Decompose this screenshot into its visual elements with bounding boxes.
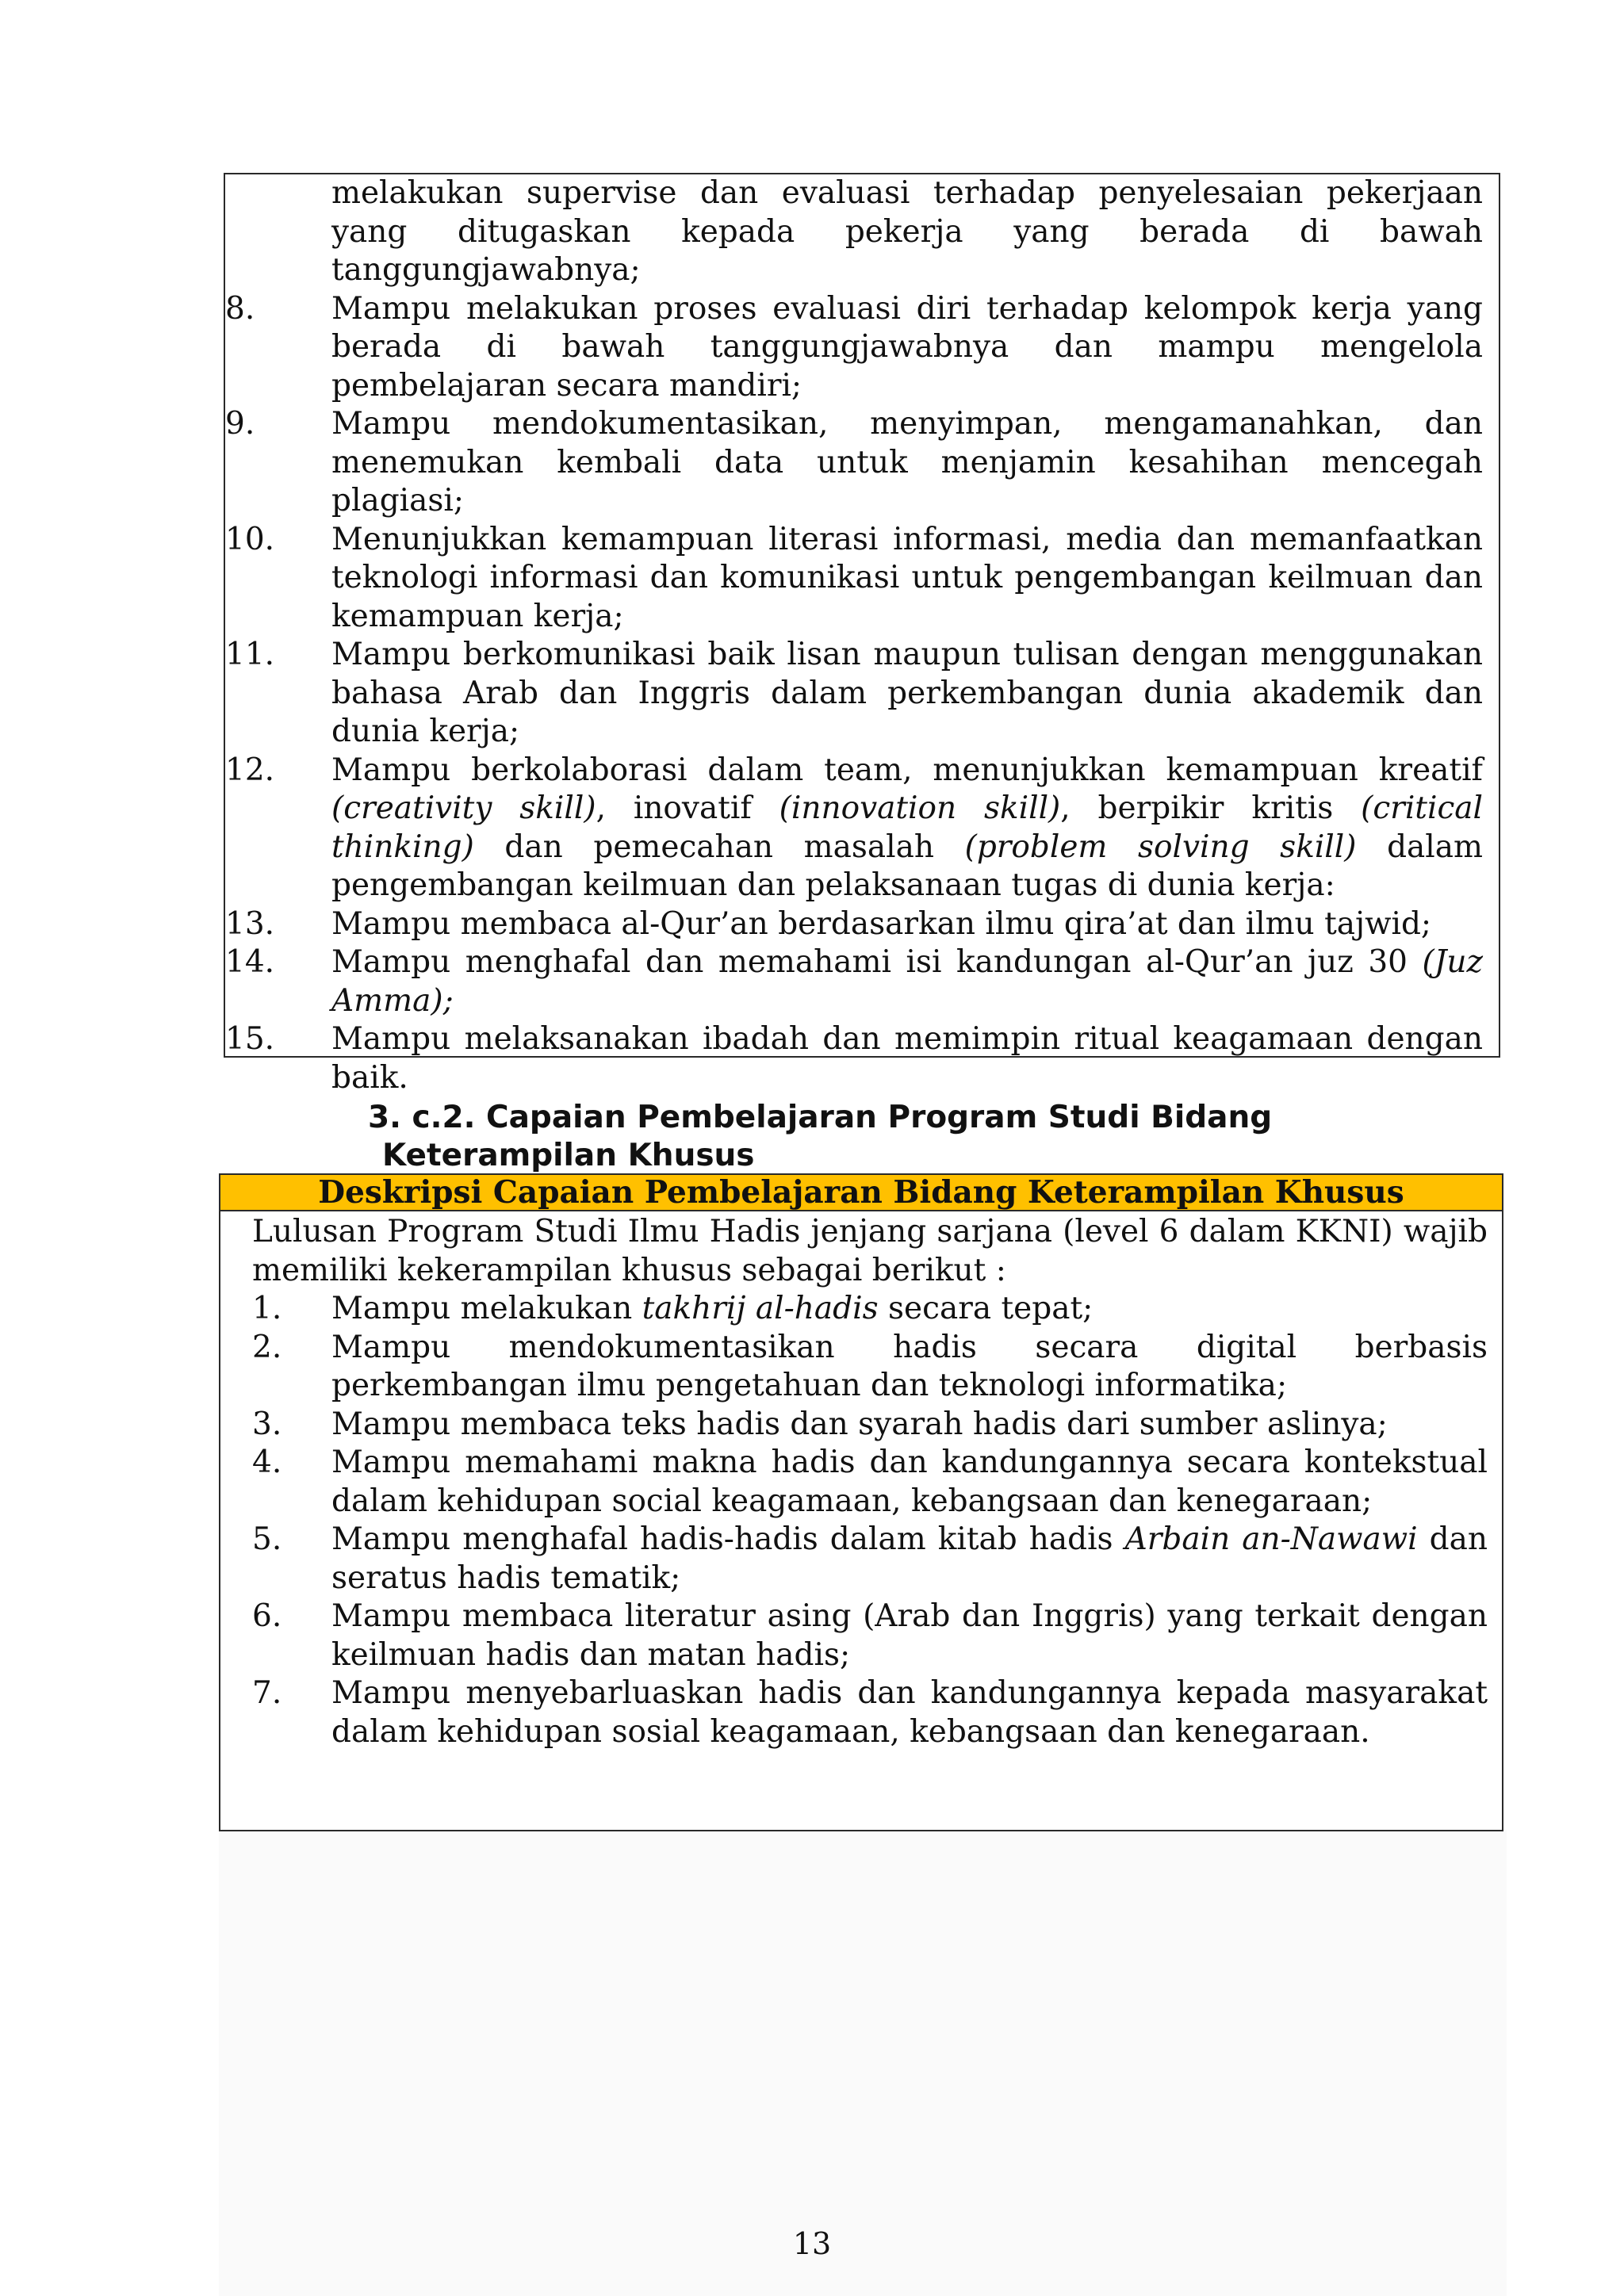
text-run: , inovatif [596, 790, 779, 826]
section-heading [368, 1099, 1272, 1175]
list-item-text [331, 752, 1483, 904]
list-item-text: Mampu memahami makna hadis dan kandungannya secara kontekstual dalam kehidupan social keagamaan, kebangsaan dan kenegaraan; [331, 1445, 1488, 1519]
list-item-text: Mampu melakukan proses evaluasi diri terhadap kelompok kerja yang berada di bawah tanggungjawabnya dan mampu mengelola pembelajaran secara mandiri; [331, 290, 1483, 404]
list-item-text: Mampu berkomunikasi baik lisan maupun tulisan dengan menggunakan bahasa Arab dan Inggris dalam perkembangan dunia akademik dan dunia kerja; [331, 637, 1483, 749]
list-item-10 [225, 521, 1483, 637]
italic-term: Arbain an-Nawawi [1124, 1521, 1418, 1557]
section-heading-line2: Keterampilan Khusus [382, 1138, 755, 1173]
list-item-number: 1. [252, 1291, 282, 1326]
list-item-text: Mampu menyebarluaskan hadis dan kandungannya kepada masyarakat dalam kehidupan sosial keagamaan, kebangsaan dan kenegaraan. [331, 1675, 1488, 1750]
italic-term: (Juz Amma); [331, 944, 1483, 1019]
skill-item-5 [220, 1521, 1488, 1598]
special-skills-table [219, 1173, 1503, 1831]
list-item-11 [225, 636, 1483, 752]
list-item-13 [225, 905, 1483, 944]
list-item-number: 5. [252, 1521, 282, 1557]
italic-term: (creativity skill) [331, 790, 596, 826]
list-item-text: Menunjukkan kemampuan literasi informasi, media dan memanfaatkan teknologi informasi dan komunikasi untuk pengembangan keilmuan dan kemampuan kerja; [331, 521, 1483, 634]
list-item-number: 6. [252, 1598, 282, 1634]
list-item-text: Mampu membaca teks hadis dan syarah hadis dari sumber aslinya; [331, 1406, 1388, 1442]
list-item-number: 12. [225, 752, 275, 788]
list-item-text: melakukan supervise dan evaluasi terhadap penyelesaian pekerjaan yang ditugaskan kepada pekerja yang berada di bawah tanggungjawabnya; [331, 175, 1483, 288]
text-run: dalam pengembangan keilmuan dan pelaksanaan tugas di dunia kerja: [331, 828, 1484, 903]
italic-term: (problem solving skill) [964, 828, 1357, 865]
list-item-number: 15. [225, 1021, 275, 1057]
list-item-number: 14. [225, 944, 275, 980]
text-run: , berpikir kritis [1060, 790, 1362, 826]
table-header: Deskripsi Capaian Pembelajaran Bidang Keterampilan Khusus [220, 1175, 1502, 1211]
list-item-text: Mampu mendokumentasikan, menyimpan, mengamanahkan, dan menemukan kembali data untuk menjamin kesahihan mencegah plagiasi; [331, 406, 1483, 519]
list-item-8 [225, 290, 1483, 406]
skill-item-1 [220, 1290, 1488, 1329]
list-item-text: Mampu membaca literatur asing (Arab dan Inggris) yang terkait dengan keilmuan hadis dan matan hadis; [331, 1598, 1488, 1673]
text-run: dan pemecahan masalah [473, 828, 965, 865]
list-item-number: 10. [225, 521, 275, 557]
italic-term: (innovation skill) [779, 790, 1061, 826]
list-item-number: 11. [225, 637, 275, 672]
list-item-15 [225, 1020, 1483, 1097]
skill-item-3 [220, 1406, 1488, 1445]
page-number: 13 [792, 2226, 832, 2261]
list-item-number: 3. [252, 1406, 282, 1442]
list-item-text [331, 1291, 1093, 1326]
list-item-number: 2. [252, 1329, 282, 1365]
list-item-text: Mampu membaca al-Qur’an berdasarkan ilmu qira’at dan ilmu tajwid; [331, 905, 1432, 942]
italic-term: takhrij al-hadis [642, 1291, 879, 1326]
skills-list [220, 1290, 1502, 1751]
list-item-number: 9. [225, 406, 255, 442]
list-item-number: 13. [225, 905, 275, 942]
list-item-12 [225, 752, 1483, 905]
table-intro: Lulusan Program Studi Ilmu Hadis jenjang sarjana (level 6 dalam KKNI) wajib memiliki kekerampilan khusus sebagai berikut : [252, 1214, 1488, 1288]
list-item-continuation [225, 174, 1483, 290]
list-item-text: Mampu melaksanakan ibadah dan memimpin ritual keagamaan dengan baik. [331, 1021, 1483, 1096]
list-item-text [331, 944, 1483, 1019]
skill-item-2 [220, 1329, 1488, 1406]
text-run: secara tepat; [878, 1291, 1094, 1326]
skill-item-6 [220, 1598, 1488, 1674]
list-item-text [331, 1521, 1488, 1596]
list-item-14 [225, 943, 1483, 1020]
list-item-text: Mampu mendokumentasikan hadis secara digital berbasis perkembangan ilmu pengetahuan dan teknologi informatika; [331, 1329, 1488, 1403]
list-item-number: 8. [225, 290, 255, 327]
text-run: Mampu menghafal dan memahami isi kandungan al-Qur’an juz 30 [331, 944, 1423, 980]
skill-item-4 [220, 1444, 1488, 1521]
list-item-number: 7. [252, 1675, 282, 1711]
text-run: dan seratus hadis tematik; [331, 1521, 1488, 1596]
italic-term: (critical thinking) [331, 790, 1484, 865]
text-run: Mampu menghafal hadis-hadis dalam kitab hadis [331, 1521, 1125, 1557]
text-run: Mampu berkolaborasi dalam team, menunjukkan kemampuan kreatif [331, 752, 1483, 788]
learning-outcomes-list-box [224, 173, 1500, 1096]
list-item-9 [225, 405, 1483, 521]
section-heading-line1: 3. c.2. Capaian Pembelajaran Program Studi Bidang [368, 1100, 1273, 1135]
list-item-number: 4. [252, 1445, 282, 1480]
skill-item-7 [220, 1674, 1488, 1751]
text-run: Mampu melakukan [331, 1291, 642, 1326]
